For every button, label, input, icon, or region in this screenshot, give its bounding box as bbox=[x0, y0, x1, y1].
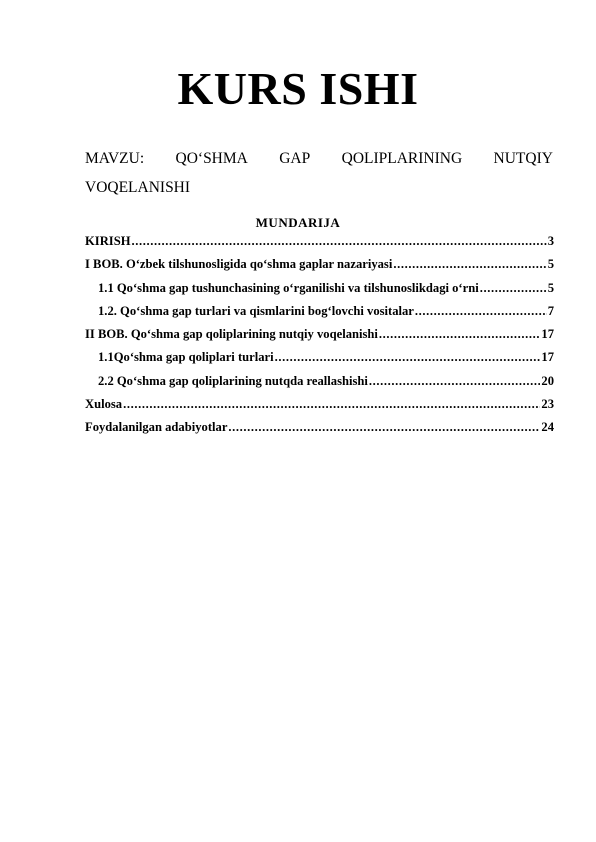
toc-entry-page-number: 17 bbox=[541, 327, 554, 342]
document-title: KURS ISHI bbox=[177, 63, 419, 114]
toc-dot-leader bbox=[275, 346, 541, 369]
toc-entry-label: Foydalanilgan adabiyotlar bbox=[85, 420, 228, 435]
toc-entry[interactable] bbox=[85, 323, 554, 346]
toc-dot-leader bbox=[480, 277, 547, 300]
toc-entry-label: 1.1 Qo‘shma gap tushunchasining o‘rganilishi va tilshunoslikdagi o‘rni bbox=[98, 280, 479, 295]
toc-entry-page-number: 24 bbox=[541, 420, 554, 435]
toc-entry-label: II BOB. Qo‘shma gap qoliplarining nutqiy voqelanishi bbox=[85, 327, 378, 342]
toc-dot-leader bbox=[379, 323, 541, 346]
toc-entry[interactable] bbox=[85, 370, 554, 393]
toc-entry[interactable] bbox=[85, 253, 554, 276]
toc-dot-leader bbox=[415, 300, 547, 323]
topic-word: QOLIPLARINING bbox=[341, 150, 463, 167]
toc-entry-label: Xulosa bbox=[85, 397, 123, 412]
topic-word: GAP bbox=[279, 150, 311, 167]
toc-entry[interactable] bbox=[85, 416, 554, 439]
toc-heading: MUNDARIJA bbox=[255, 215, 341, 230]
toc-entry[interactable] bbox=[85, 277, 554, 300]
toc-entry[interactable] bbox=[85, 346, 554, 369]
toc-entry-label: 1.2. Qo‘shma gap turlari va qismlarini bog‘lovchi vositalar bbox=[98, 303, 414, 318]
toc-dot-leader bbox=[123, 393, 540, 416]
toc-dot-leader bbox=[228, 416, 540, 439]
toc-entry-label: 1.1Qo‘shma gap qoliplari turlari bbox=[98, 350, 274, 365]
toc-entry-page-number: 5 bbox=[547, 280, 554, 295]
toc-entry[interactable] bbox=[85, 300, 554, 323]
topic-block bbox=[85, 144, 553, 202]
topic-line-2: VOQELANISHI bbox=[85, 179, 191, 196]
toc-entry-page-number: 5 bbox=[547, 257, 554, 272]
toc-entry-page-number: 23 bbox=[541, 397, 554, 412]
toc-dot-leader bbox=[369, 370, 540, 393]
toc-entry-label: I BOB. O‘zbek tilshunosligida qo‘shma gaplar nazariyasi bbox=[85, 257, 393, 272]
toc-entry[interactable] bbox=[85, 230, 554, 253]
toc-entry-label: 2.2 Qo‘shma gap qoliplarining nutqda reallashishi bbox=[98, 373, 368, 388]
toc-entry-page-number: 7 bbox=[547, 303, 554, 318]
topic-word: QO‘SHMA bbox=[175, 150, 248, 167]
toc-dot-leader bbox=[393, 253, 546, 276]
toc-entry-page-number: 3 bbox=[547, 234, 554, 248]
topic-word: NUTQIY bbox=[493, 150, 553, 167]
toc-entry-label: KIRISH bbox=[85, 234, 131, 248]
topic-line-1 bbox=[85, 144, 553, 173]
toc-dot-leader bbox=[132, 230, 547, 253]
toc-entry[interactable] bbox=[85, 393, 554, 416]
table-of-contents bbox=[85, 230, 554, 440]
topic-word: MAVZU: bbox=[85, 150, 145, 167]
toc-entry-page-number: 20 bbox=[541, 373, 554, 388]
toc-entry-page-number: 17 bbox=[541, 350, 554, 365]
